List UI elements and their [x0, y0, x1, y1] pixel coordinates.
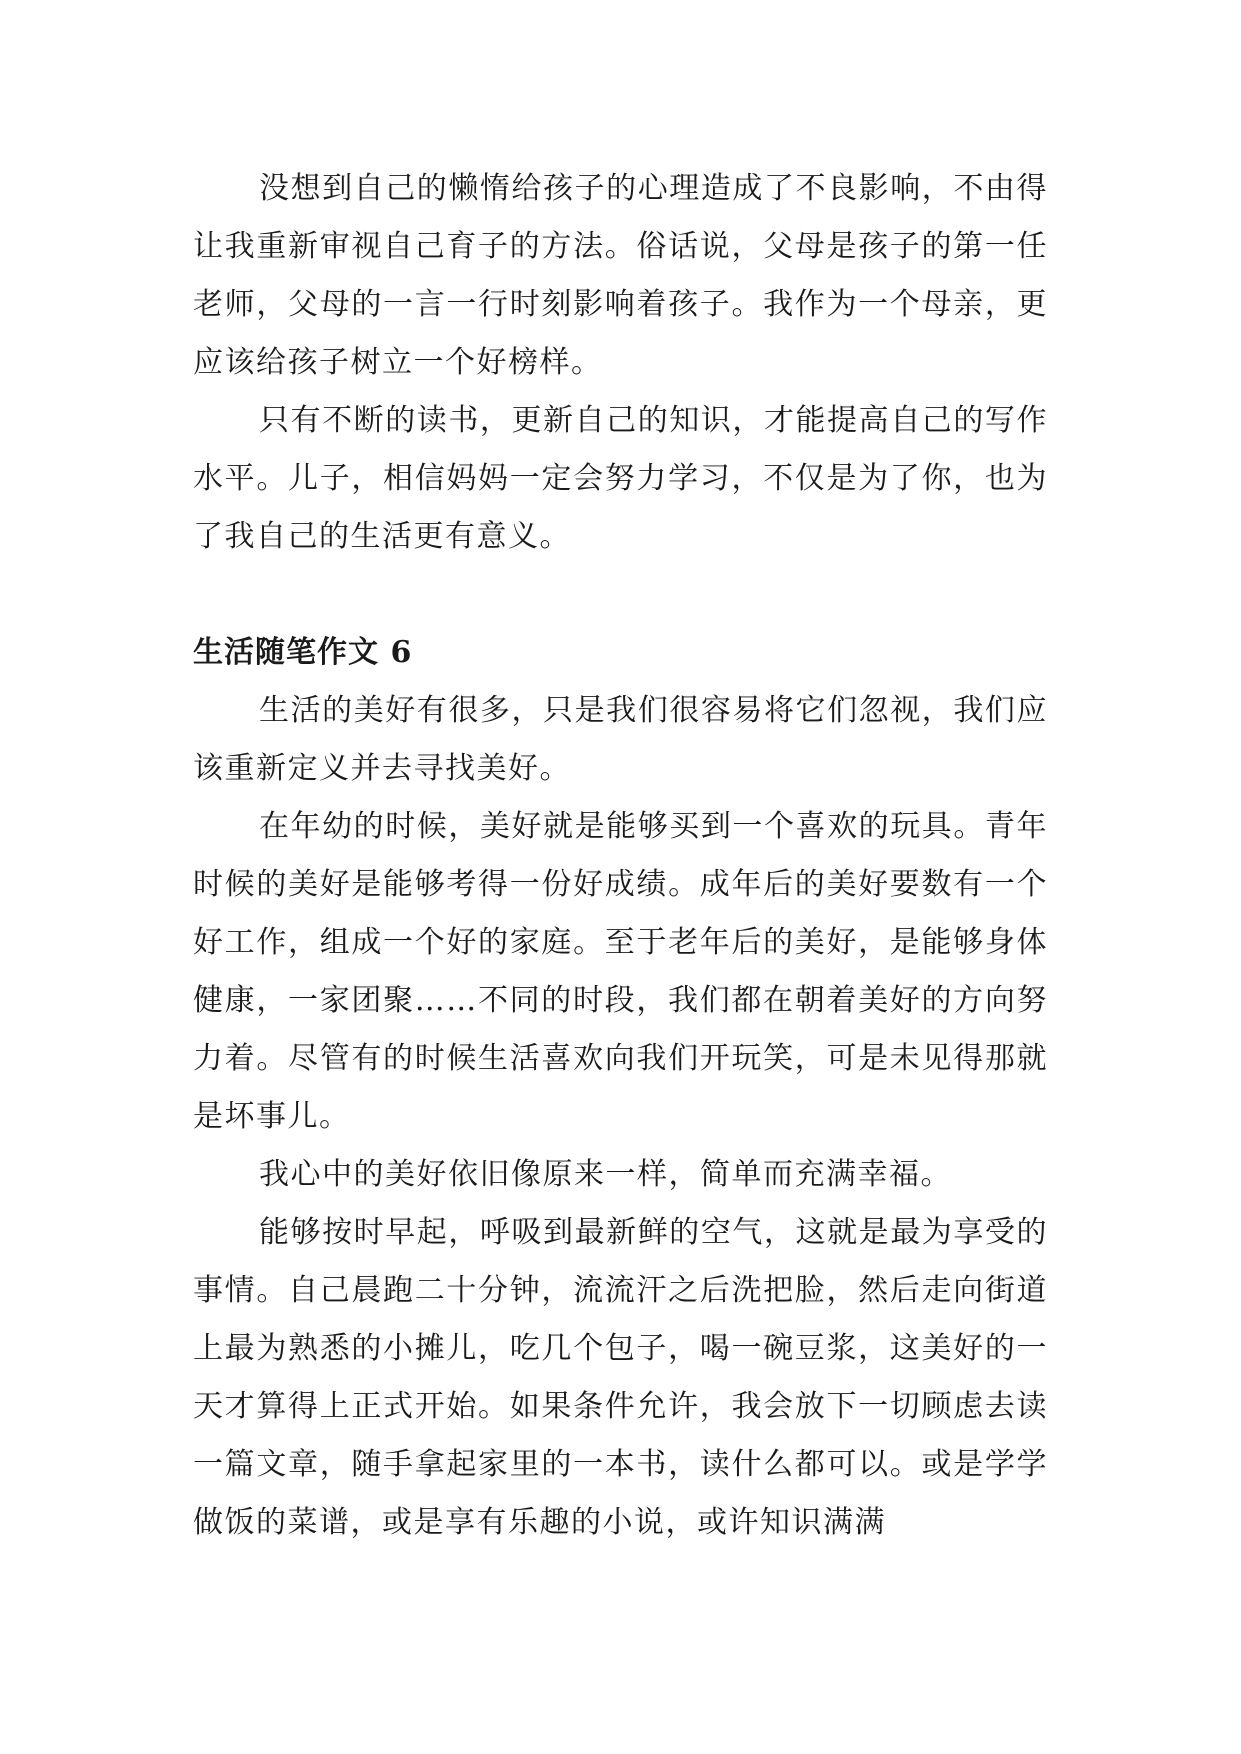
- paragraph: 在年幼的时候，美好就是能够买到一个喜欢的玩具。青年时候的美好是能够考得一份好成绩。成年后的美好要数有一个好工作，组成一个好的家庭。至于老年后的美好，是能够身体健康，一家团聚……不同的时段，我们都在朝着美好的方向努力着。尽管有的时候生活喜欢向我们开玩笑，可是未见得那就是坏事儿。: [193, 809, 1048, 1134]
- paragraph: 我心中的美好依旧像原来一样，简单而充满幸福。: [259, 1157, 952, 1192]
- document-body: [193, 160, 1048, 1552]
- paragraph: 生活的美好有很多，只是我们很容易将它们忽视，我们应该重新定义并去寻找美好。: [193, 693, 1048, 786]
- paragraph: 只有不断的读书，更新自己的知识，才能提高自己的写作水平。儿子，相信妈妈一定会努力学习，不仅是为了你，也为了我自己的生活更有意义。: [193, 403, 1048, 554]
- section-title: 生活随笔作文 6: [193, 635, 413, 670]
- section-spacer: [193, 566, 1048, 624]
- paragraph: 没想到自己的懒惰给孩子的心理造成了不良影响，不由得让我重新审视自己育子的方法。俗话说，父母是孩子的第一任老师，父母的一言一行时刻影响着孩子。我作为一个母亲，更应该给孩子树立一个好榜样。: [193, 171, 1048, 380]
- paragraph: 能够按时早起，呼吸到最新鲜的空气，这就是最为享受的事情。自己晨跑二十分钟，流流汗之后洗把脸，然后走向街道上最为熟悉的小摊儿，吃几个包子，喝一碗豆浆，这美好的一天才算得上正式开始。如果条件允许，我会放下一切顾虑去读一篇文章，随手拿起家里的一本书，读什么都可以。或是学学做饭的菜谱，或是享有乐趣的小说，或许知识满满: [193, 1215, 1048, 1540]
